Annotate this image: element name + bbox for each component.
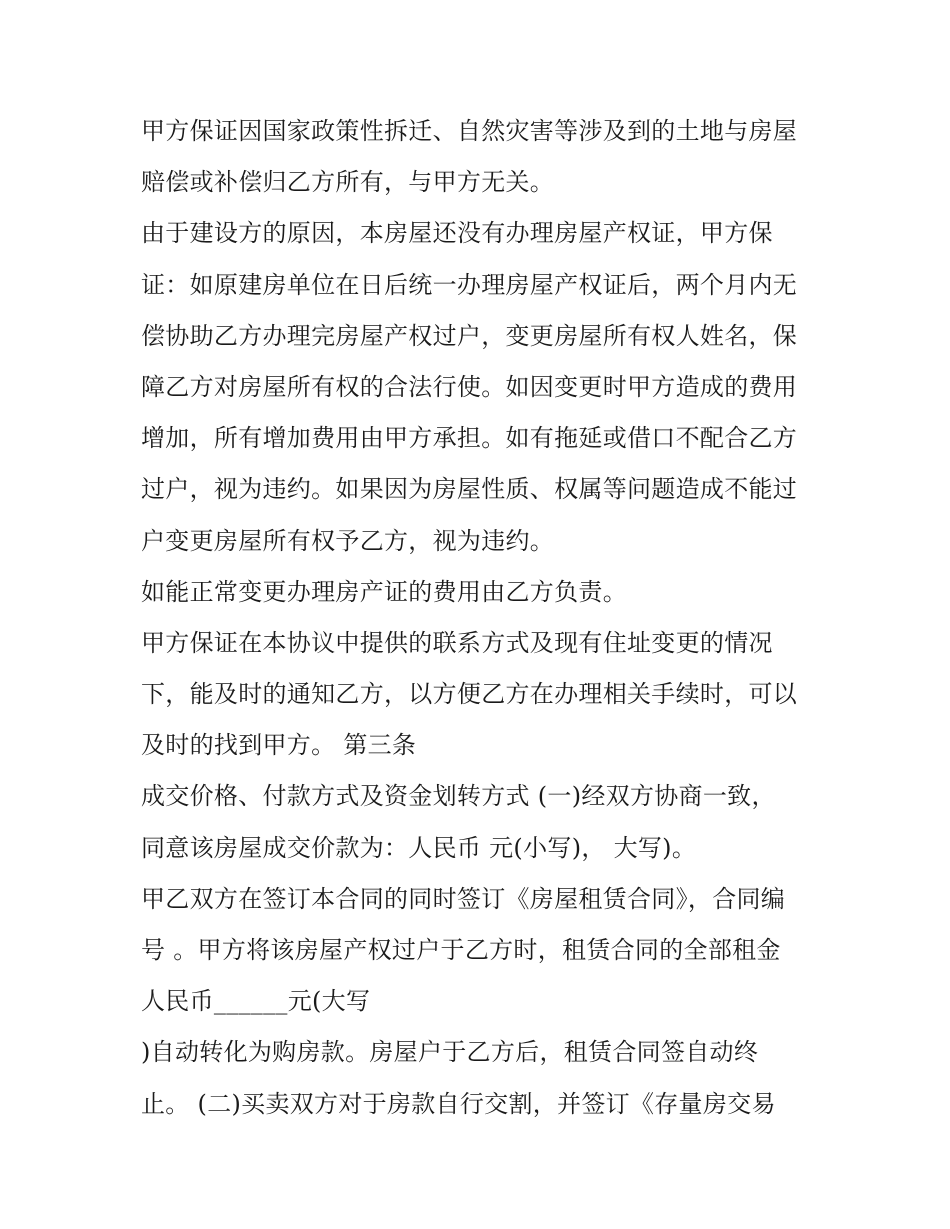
text-line: 甲方保证在本协议中提供的联系方式及现有住址变更的情况 [141,628,773,657]
text-line: 下，能及时的通知乙方，以方便乙方在办理相关手续时，可以 [141,680,798,709]
text-line: 止。 (二)买卖双方对于房款自行交割，并签订《存量房交易 [141,1089,776,1118]
text-line: )自动转化为购房款。房屋户于乙方后，租赁合同签自动终 [141,1038,759,1067]
text-line: 同意该房屋成交价款为：人民币 元(小写)， 大写)。 [141,833,697,862]
text-line: 甲乙双方在签订本合同的同时签订《房屋租赁合同》，合同编 [141,884,786,913]
text-line: 偿协助乙方办理完房屋产权过户，变更房屋所有权人姓名，保 [141,321,798,350]
text-line: 成交价格、付款方式及资金划转方式 (一)经双方协商一致， [141,782,776,811]
text-line: 过户，视为违约。如果因为房屋性质、权属等问题造成不能过 [141,475,798,504]
text-line: 增加，所有增加费用由甲方承担。如有拖延或借口不配合乙方 [141,424,798,453]
text-line: 号 。甲方将该房屋产权过户于乙方时，租赁合同的全部租金 [141,936,781,964]
text-line: 证：如原建房单位在日后统一办理房屋产权证后，两个月内无 [141,270,798,299]
text-line: 及时的找到甲方。 第三条 [141,731,417,760]
text-line: 由于建设方的原因，本房屋还没有办理房屋产权证，甲方保 [141,219,773,248]
document-body [141,106,821,1130]
text-line: 人民币______元(大写 [141,987,371,1016]
text-line: 户变更房屋所有权予乙方，视为违约。 [141,526,555,555]
text-line: 甲方保证因国家政策性拆迁、自然灾害等涉及到的土地与房屋 [141,117,798,145]
text-line: 赔偿或补偿归乙方所有，与甲方无关。 [141,168,555,197]
text-line: 如能正常变更办理房产证的费用由乙方负责。 [141,577,627,606]
text-line: 障乙方对房屋所有权的合法行使。如因变更时甲方造成的费用 [141,372,798,401]
